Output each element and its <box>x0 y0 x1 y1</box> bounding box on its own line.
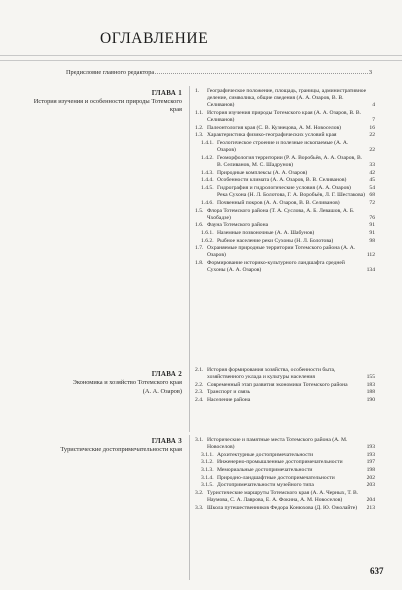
toc-entry[interactable] <box>195 482 375 489</box>
chapter-2-entries <box>195 367 375 405</box>
entry-body <box>217 192 375 199</box>
page-number: 637 <box>370 566 384 576</box>
entry-page: 188 <box>366 389 375 396</box>
entry-page: 198 <box>366 466 375 473</box>
entry-body <box>217 459 375 466</box>
toc-entry[interactable] <box>195 192 375 199</box>
entry-page: 202 <box>366 474 375 481</box>
entry-number: 1.3. <box>195 132 204 139</box>
entry-number: 1.1. <box>195 110 204 116</box>
entry-number: 3.1.4. <box>201 474 214 481</box>
title-rule <box>0 55 402 56</box>
toc-entry[interactable] <box>195 208 375 222</box>
entry-body <box>207 437 375 451</box>
chapter-author: (А. А. Озаров) <box>142 388 182 395</box>
entry-page: 183 <box>366 381 375 388</box>
toc-entry[interactable] <box>195 467 375 474</box>
entry-page: 98 <box>369 237 375 244</box>
entry-page: 134 <box>366 267 375 274</box>
entry-number: 1.4.4. <box>201 177 214 184</box>
entry-title: Почвенный покров (А. А. Озаров, В. В. Селиванов) <box>217 199 340 206</box>
toc-entry[interactable] <box>195 185 375 192</box>
entry-page: 22 <box>369 147 375 154</box>
entry-body <box>217 467 375 474</box>
entry-body <box>207 397 375 404</box>
entry-body <box>207 389 375 396</box>
toc-entry[interactable] <box>195 132 375 139</box>
entry-body <box>207 110 375 124</box>
entry-body <box>217 170 375 177</box>
chapter-divider <box>189 86 190 368</box>
entry-page: 190 <box>366 396 375 403</box>
entry-page: 16 <box>369 124 375 131</box>
chapter-3-heading[interactable] <box>30 437 182 454</box>
entry-title: Природно-ландшафтные достопримечательности <box>217 474 335 481</box>
entry-page: 112 <box>366 252 375 259</box>
entry-body <box>217 452 375 459</box>
toc-entry[interactable] <box>195 88 375 110</box>
entry-title: Географическое положение, площадь, границы, административное деление, символика, общие сведения (А. А. Озаров, В. В. Селиванов) <box>207 88 367 109</box>
entry-number: 2.1. <box>195 367 204 373</box>
entry-title: Особенности климата (А. А. Озаров, В. В. Селиванов) <box>217 177 347 184</box>
entry-body <box>207 88 375 110</box>
toc-entry[interactable] <box>195 452 375 459</box>
entry-body <box>217 177 375 184</box>
chapter-number: ГЛАВА 2 <box>151 370 182 378</box>
entry-body <box>217 238 375 245</box>
entry-title: Геоморфология территории (Р. А. Воробьёв, А. А. Озаров, В. В. Селиванов, М. С. Шадрунов) <box>217 154 363 168</box>
page-title: ОГЛАВЛЕНИЕ <box>100 30 209 47</box>
toc-entry[interactable] <box>195 155 375 169</box>
entry-page: 45 <box>369 177 375 184</box>
preface-entry[interactable] <box>66 69 372 76</box>
entry-body <box>207 125 375 132</box>
entry-title: Рыбное население реки Сухоны (Н. Л. Болотова) <box>217 237 334 244</box>
toc-entry[interactable] <box>195 260 375 274</box>
entry-body <box>217 475 375 482</box>
toc-entry[interactable] <box>195 245 375 259</box>
entry-page: 76 <box>369 214 375 221</box>
entry-body <box>207 505 375 512</box>
entry-page: 91 <box>369 222 375 229</box>
entry-page: 155 <box>366 374 375 381</box>
toc-entry[interactable] <box>195 125 375 132</box>
toc-entry[interactable] <box>195 437 375 451</box>
entry-title: Современный этап развития экономики Тотемского района <box>207 381 348 388</box>
entry-body <box>217 482 375 489</box>
entry-title: Фауна Тотемского района <box>207 222 269 229</box>
chapter-title: Туристические достопримечательности края <box>60 446 182 453</box>
entry-body <box>207 245 375 259</box>
chapter-2-heading[interactable] <box>30 370 182 396</box>
entry-number: 2.2. <box>195 381 204 388</box>
toc-entry[interactable] <box>195 459 375 466</box>
entry-title: Транспорт и связь <box>207 389 251 396</box>
entry-body <box>207 490 375 504</box>
entry-number: 3.2. <box>195 489 204 496</box>
toc-entry[interactable] <box>195 490 375 504</box>
toc-entry[interactable] <box>195 200 375 207</box>
entry-page: 7 <box>372 117 375 124</box>
toc-entry[interactable] <box>195 382 375 389</box>
leader-dots <box>155 69 368 74</box>
entry-number: 1.2. <box>195 124 204 131</box>
entry-number: 2.3. <box>195 389 204 396</box>
entry-page: 197 <box>366 459 375 466</box>
entry-page: 213 <box>366 504 375 511</box>
entry-title: Мемориальные достопримечательности <box>217 466 313 473</box>
toc-entry[interactable] <box>195 475 375 482</box>
entry-page: 203 <box>366 482 375 489</box>
entry-title: Архитектурные достопримечательности <box>217 451 314 458</box>
entry-page: 22 <box>369 132 375 139</box>
chapter-divider <box>189 368 190 432</box>
entry-page: 204 <box>366 496 375 503</box>
entry-number: 1.8. <box>195 259 204 266</box>
toc-entry[interactable] <box>195 222 375 229</box>
entry-body <box>217 200 375 207</box>
preface-page: 3 <box>368 69 372 76</box>
title-rule-secondary <box>0 60 402 61</box>
entry-number: 1.6.2. <box>201 237 214 244</box>
entry-title: Исторические и памятные места Тотемского района (А. М. Новоселов) <box>207 437 348 451</box>
toc-entry[interactable] <box>195 397 375 404</box>
chapter-number: ГЛАВА 1 <box>151 89 182 97</box>
entry-body <box>207 208 375 222</box>
entry-title: Достопримечательности музейного типа <box>217 482 314 489</box>
entry-page: 193 <box>366 444 375 451</box>
entry-title: Характеристика физико-географических условий края <box>207 132 337 139</box>
toc-entry[interactable] <box>195 110 375 124</box>
entry-page: 33 <box>369 161 375 168</box>
entry-title: Геологическое строение и полезные ископаемые (А. А. Озаров) <box>217 139 349 154</box>
entry-number: 1.6.1. <box>201 229 214 236</box>
preface-title: Предисловие главного редактора <box>66 69 155 76</box>
entry-number: 1.4.2. <box>201 154 214 161</box>
chapter-number: ГЛАВА 3 <box>151 437 182 445</box>
entry-title: Формирование историко-культурного ландшафта средней Сухоны (А. А. Озаров) <box>207 259 345 274</box>
entry-title: Палеонтология края (С. В. Кузнецова, А. М. Новоселов) <box>207 124 342 131</box>
entry-number: 1.5. <box>195 207 204 214</box>
toc-entry[interactable] <box>195 505 375 512</box>
entry-number <box>195 192 217 199</box>
entry-title: Гидрография и гидрологические условия (А. А. Озаров) <box>217 184 351 191</box>
entry-number: 1.4.3. <box>201 169 214 176</box>
entry-body <box>207 382 375 389</box>
toc-entry[interactable] <box>195 367 375 381</box>
entry-title: Население района <box>207 396 251 403</box>
entry-title: Инженерно-промышленные достопримечательности <box>217 459 343 466</box>
entry-number: 3.1.5. <box>201 482 214 489</box>
entry-body <box>217 230 375 237</box>
entry-body <box>207 222 375 229</box>
entry-body <box>207 367 375 381</box>
entry-title: Природные комплексы (А. А. Озаров) <box>217 169 308 176</box>
entry-body <box>207 132 375 139</box>
entry-number: 1.7. <box>195 245 204 252</box>
entry-number: 1. <box>195 88 200 94</box>
chapter-divider <box>189 435 190 580</box>
entry-title: История формирования хозяйства, особенности быта, хозяйственного уклада и культуры населения <box>207 367 336 381</box>
entry-page: 68 <box>369 192 375 199</box>
chapter-1-entries <box>195 88 375 275</box>
entry-number: 3.1.1. <box>201 451 214 458</box>
entry-page: 4 <box>372 102 375 109</box>
toc-entry[interactable] <box>195 170 375 177</box>
entry-page: 42 <box>369 169 375 176</box>
entry-title: Флора Тотемского района (Т. А. Суслова, А. Б. Левашов, А. Б. Чхобадзе) <box>207 207 355 221</box>
entry-number: 1.4.6. <box>201 199 214 206</box>
entry-title: Наземные позвоночные (А. А. Шабунов) <box>217 229 315 236</box>
entry-title: Река Сухона (Н. Л. Болотова, Г. А. Воробьёв, Л. Г. Шестакова) <box>217 192 365 199</box>
chapter-title: История изучения и особенности природы Тотемского края <box>33 98 182 113</box>
toc-entry[interactable] <box>195 230 375 237</box>
entry-number: 3.1. <box>195 437 204 443</box>
entry-title: Туристические маршруты Тотемского края (А. А. Черных, Т. В. Наумова, С. А. Лаврова, Е. А. Фокина, А. М. Новоселов) <box>207 489 359 503</box>
entry-title: Охраняемые природные территории Тотемского района (А. А. Озаров) <box>207 245 356 259</box>
entry-title: Школа путешественников Федора Конюхова (Д. Ю. Ожолайте) <box>207 504 358 511</box>
entry-number: 3.1.3. <box>201 466 214 473</box>
entry-title: История изучения природы Тотемского края (А. А. Озаров, В. В. Селиванов) <box>207 110 361 124</box>
chapter-3-entries <box>195 437 375 512</box>
chapter-title: Экономика и хозяйство Тотемского края <box>72 379 182 386</box>
toc-entry[interactable] <box>195 140 375 154</box>
entry-number: 2.4. <box>195 396 204 403</box>
chapter-1-heading[interactable] <box>30 89 182 114</box>
entry-number: 1.4.1. <box>201 139 214 146</box>
toc-entry[interactable] <box>195 238 375 245</box>
entry-number: 3.3. <box>195 504 204 511</box>
entry-number: 1.4.5. <box>201 184 214 191</box>
entry-page: 54 <box>369 184 375 191</box>
entry-page: 193 <box>366 451 375 458</box>
toc-entry[interactable] <box>195 389 375 396</box>
entry-body <box>217 155 375 169</box>
entry-number: 1.6. <box>195 222 204 229</box>
entry-number: 3.1.2. <box>201 459 214 466</box>
toc-entry[interactable] <box>195 177 375 184</box>
entry-body <box>217 140 375 154</box>
entry-page: 72 <box>369 199 375 206</box>
entry-page: 91 <box>369 229 375 236</box>
entry-body <box>207 260 375 274</box>
entry-body <box>217 185 375 192</box>
